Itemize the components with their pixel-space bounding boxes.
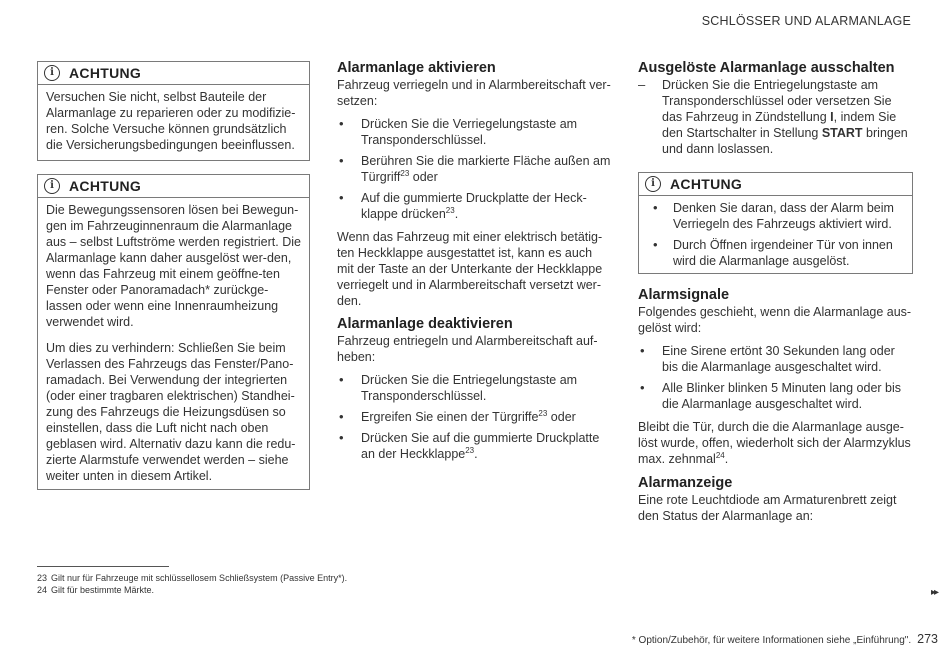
list-item: • Eine Sirene ertönt 30 Sekunden lang oder bis die Alarmanlage ausgeschaltet wird. (638, 343, 913, 375)
activate-intro: Fahrzeug verriegeln und in Alarmbereitschaft ver-setzen: (337, 78, 611, 108)
list-item: • Ergreifen Sie einen der Türgriffe$^{23}$ oder (337, 409, 612, 425)
warning-header (38, 175, 309, 198)
list-item: • Auf die gummierte Druckplatte der Heck-klappe drücken$^{23}$. (337, 190, 612, 222)
heading-alarm-indicator: Alarmanzeige (638, 475, 733, 491)
warning-text: Versuchen Sie nicht, selbst Bauteile der Alarmanlage zu reparieren oder zu modifizie-ren. Solche Versuche können grundsätzlich die Versicherungsbedingungen beeinflussen. (46, 90, 296, 152)
activate-paragraph: Wenn das Fahrzeug mit einer elektrisch betätig-ten Heckklappe ausgestattet ist, kann es auch mit der Taste an der Unterkante der Heckklappe verriegelt und in Alarmbereitschaft versetzt wer-den. (337, 230, 603, 308)
list-item: • Drücken Sie die Entriegelungstaste am Transponderschlüssel. (337, 372, 612, 404)
warning-title: ACHTUNG (69, 178, 142, 194)
warning-list (647, 200, 904, 269)
warning-title: ACHTUNG (69, 65, 142, 81)
warning-info-icon: i (44, 65, 60, 81)
list-item: – Drücken Sie die Entriegelungstaste am Transponderschlüssel oder versetzen Sie das Fahrzeug in Zündstellung I, indem Sie den Startschalter in Stellung START bringen und dann loslassen. (638, 77, 913, 157)
warning-box-motion-sensors (37, 174, 310, 490)
page-header-title: SCHLÖSSER UND ALARMANLAGE (701, 14, 911, 28)
heading-alarm-signals: Alarmsignale (638, 287, 730, 303)
alarm-off-list (638, 77, 913, 157)
list-item: • Alle Blinker blinken 5 Minuten lang oder bis die Alarmanlage ausgeschaltet wird. (638, 380, 913, 412)
warning-info-icon: i (44, 178, 60, 194)
list-item: • Drücken Sie auf die gummierte Druckplatte an der Heckklappe$^{23}$. (337, 430, 612, 462)
heading-activate: Alarmanlage aktivieren (337, 60, 496, 76)
list-item: • Denken Sie daran, dass der Alarm beim Verriegeln des Fahrzeugs aktiviert wird. (647, 200, 904, 232)
page-footer (632, 632, 938, 646)
warning-title: ACHTUNG (670, 176, 743, 192)
list-item: • Durch Öffnen irgendeiner Tür von innen wird die Alarmanlage ausgelöst. (647, 237, 904, 269)
deactivate-intro: Fahrzeug entriegeln und Alarmbereitschaft auf-heben: (337, 334, 598, 364)
footnote-23: 23 Gilt nur für Fahrzeuge mit schlüssellosem Schließsystem (Passive Entry*). (37, 573, 348, 583)
signals-list (638, 343, 913, 412)
signals-intro: Folgendes geschieht, wenn die Alarmanlage aus-gelöst wird: (638, 305, 912, 335)
warning-paragraph-1: Die Bewegungssensoren lösen bei Bewegun-gen im Fahrzeuginnenraum die Alarmanlage aus – selbst Luftströme werden registriert. Die Alarmanlage kann daher ausgelöst wer-den, wenn das Fahrzeug mit einem geöffne-ten Fenster oder Panoramadach* zurückge-lassen oder wenn eine Innenraumheizung verwendet wird. (46, 203, 301, 329)
warning-header (38, 62, 309, 85)
footnote-divider (37, 566, 169, 567)
warning-paragraph-2: Um dies zu verhindern: Schließen Sie beim Verlassen des Fahrzeugs das Fenster/Pano-ramadach. Bei Verwendung der integrierten (oder einer tragbaren elektrischen) Standhei-zung des Fahrzeugs die Heizungsdüsen so einstellen, dass die Luft nicht nach oben geblasen wird. Alternativ dazu kann die redu-zierte Alarmstufe verwendet werden – siehe weiter unten in diesem Artikel. (46, 341, 296, 483)
warning-box-repair (37, 61, 310, 161)
list-item: • Drücken Sie die Verriegelungstaste am Transponderschlüssel. (337, 116, 612, 148)
heading-deactivate: Alarmanlage deaktivieren (337, 316, 513, 332)
warning-info-icon: i (645, 176, 661, 192)
activate-list (337, 116, 612, 222)
deactivate-list (337, 372, 612, 462)
warning-box-alarm-trigger (638, 172, 913, 274)
signals-paragraph: Bleibt die Tür, durch die die Alarmanlage ausge-löst wurde, offen, wiederholt sich der Alarmzyklus max. zehnmal$^{24}$. (638, 420, 911, 466)
warning-header (639, 173, 912, 196)
indicator-text: Eine rote Leuchtdiode am Armaturenbrett zeigt den Status der Alarmanlage an: (638, 493, 897, 523)
list-item: • Berühren Sie die markierte Fläche außen am Türgriff$^{23}$ oder (337, 153, 612, 185)
footer-note: * Option/Zubehör, für weitere Informationen siehe „Einführung". (631, 635, 912, 646)
continue-arrows-icon: ▸▸ (930, 587, 937, 598)
heading-alarm-off: Ausgelöste Alarmanlage ausschalten (638, 60, 895, 76)
footnote-24: 24 Gilt für bestimmte Märkte. (37, 585, 155, 595)
page-number: 273 (917, 632, 938, 646)
